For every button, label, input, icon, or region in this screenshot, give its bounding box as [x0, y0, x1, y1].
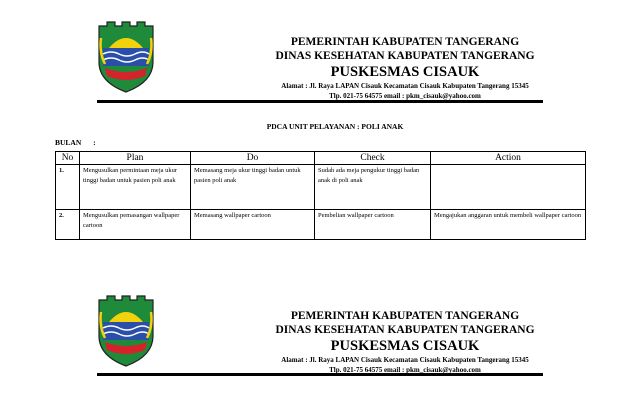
table-header-row: [56, 152, 586, 165]
header-check: Check: [315, 152, 431, 165]
cell-action: Mengajukan anggaran untuk membeli wallpaper cartoon: [431, 210, 586, 240]
letterhead-contact: Tlp. 021-75 64575 email : pkm_cisauk@yahoo.com: [329, 366, 481, 374]
kabupaten-tangerang-emblem-icon: [95, 18, 157, 94]
cell-action: [431, 165, 586, 210]
letterhead-department: DINAS KESEHATAN KABUPATEN TANGERANG: [275, 50, 535, 62]
cell-no: 2.: [56, 210, 80, 240]
cell-plan: Mengusulkan permintaan meja ukur tinggi badan untuk pasien poli anak: [80, 165, 191, 210]
cell-plan: Mengusulkan pemasangan wallpaper cartoon: [80, 210, 191, 240]
header-no: No: [56, 152, 80, 165]
letterhead-divider: [97, 373, 543, 376]
letterhead-address: Alamat : Jl. Raya LAPAN Cisauk Kecamatan Cisauk Kabupaten Tangerang 15345: [281, 356, 529, 364]
letterhead-department: DINAS KESEHATAN KABUPATEN TANGERANG: [275, 324, 535, 336]
letterhead-contact: Tlp. 021-75 64575 email : pkm_cisauk@yahoo.com: [329, 92, 481, 100]
header-do: Do: [191, 152, 315, 165]
letterhead-divider: [97, 100, 543, 103]
kabupaten-tangerang-emblem-icon: [95, 292, 157, 368]
letterhead-government: PEMERINTAH KABUPATEN TANGERANG: [290, 36, 520, 48]
letterhead-address: Alamat : Jl. Raya LAPAN Cisauk Kecamatan Cisauk Kabupaten Tangerang 15345: [281, 82, 529, 90]
letterhead-government: PEMERINTAH KABUPATEN TANGERANG: [290, 310, 520, 322]
bulan-label: BULAN: [55, 138, 82, 147]
document-title: PDCA UNIT PELAYANAN : POLI ANAK: [266, 122, 404, 131]
letterhead: [205, 35, 605, 101]
cell-do: Memasang wallpaper cartoon: [191, 210, 315, 240]
letterhead-puskesmas: PUSKESMAS CISAUK: [330, 338, 480, 354]
cell-check: Pembelian wallpaper cartoon: [315, 210, 431, 240]
header-action: Action: [431, 152, 586, 165]
cell-check: Sudah ada meja pengukur tinggi badan anak di poli anak: [315, 165, 431, 210]
cell-no: 1.: [56, 165, 80, 210]
bulan-field: [55, 138, 96, 147]
table-row: [56, 210, 586, 240]
letterhead: [205, 309, 605, 375]
cell-do: Memasang meja ukur tinggi badan untuk pasien poli anak: [191, 165, 315, 210]
pdca-table: [55, 151, 586, 240]
header-plan: Plan: [80, 152, 191, 165]
table-row: [56, 165, 586, 210]
letterhead-puskesmas: PUSKESMAS CISAUK: [330, 64, 480, 80]
bulan-colon: :: [93, 138, 96, 147]
